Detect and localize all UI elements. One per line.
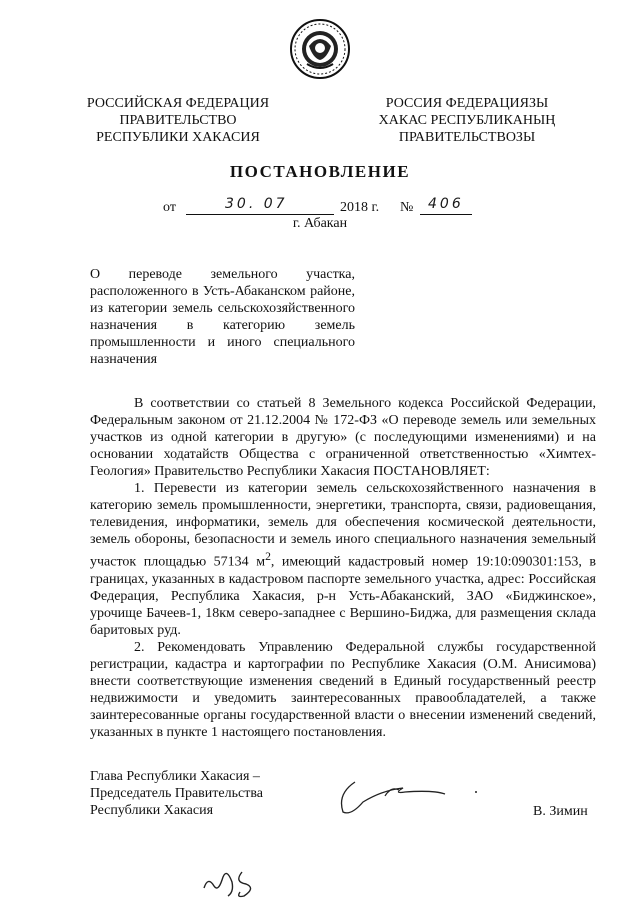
header-left [78,95,278,146]
body-paragraph: 2. Рекомендовать Управлению Федеральной службы государственной регистрации, кадастра и картографии по Республике Хакасия (О.М. Анисимова) внести соответствующие изменения сведений в Единый государственный реестр недвижимости и уведомить заинтересованных правообладателей, а также заинтересованные органы государственной власти о внесении изменений сведений, указанных в пункте 1 настоящего постановления. [90,639,596,740]
header-right-line: ПРАВИТЕЛЬСТВОЗЫ [398,130,536,145]
position-line: Председатель Правительства [90,786,263,801]
position-line: Глава Республики Хакасия – [90,769,260,784]
coat-of-arms-emblem [289,18,351,80]
header-left-line: РОССИЙСКАЯ ФЕДЕРАЦИЯ [86,96,270,111]
header-right-line: ХАКАС РЕСПУБЛИКАНЫҢ [378,113,556,128]
handwritten-number: 406 [428,196,464,212]
header-right [367,95,567,146]
document-subject: О переводе земельного участка, расположенного в Усть-Абаканском районе, из категории земель сельскохозяйственного назначения в категорию земель промышленности и иного специального назначения [90,267,355,367]
handwritten-signature [333,772,483,822]
header-left-line: РЕСПУБЛИКИ ХАКАСИЯ [96,130,260,145]
document-body [90,395,596,741]
body-paragraph: В соответствии со статьей 8 Земельного кодекса Российской Федерации, Федеральным законом от 21.12.2004 № 172-ФЗ «О переводе земель или земельных участков из одной категории в другую» (с последующими изменениями) и на основании ходатайств Общества с ограниченной ответственностью «Химтех-Геология» Правительство Республики Хакасия ПОСТАНОВЛЯЕТ: [90,396,596,479]
signatory-position [90,768,310,819]
paragraph-text: , имеющий кадастровый номер 19:10:090301:153, в границах, указанных в кадастровом паспорте земельного участка, адрес: Российская Федерация, Республика Хакасия, р-н Усть-Абаканский, ЗАО «Биджинское», урочище Бачеев-1, 18км северо-западнее с Вершино-Биджа, для размещения склада баритовых руд. [90,554,596,638]
city: г. Абакан [292,216,348,231]
date-prefix: от [163,200,176,215]
header-left-line: ПРАВИТЕЛЬСТВО [119,113,237,128]
header-right-line: РОССИЯ ФЕДЕРАЦИЯЗЫ [385,96,549,111]
number-sign: № [400,200,414,215]
document-title: ПОСТАНОВЛЕНИЕ [229,162,411,181]
date-year: 2018 г. [340,200,380,215]
paragraph-text: 1. Перевести из категории земель сельскохозяйственного назначения в категорию земель промышленности, энергетики, транспорта, связи, радиовещания, телевидения, информатики, земель для обеспечения космической деятельности, земель обороны, безопасности и земель иного специального назначения земельный участок площадью 57134 м [90,481,596,570]
body-paragraph [90,480,596,639]
position-line: Республики Хакасия [90,803,214,818]
signatory-name: В. Зимин [533,804,588,819]
superscript: 2 [265,550,271,563]
handwritten-date: 30. 07 [225,196,288,212]
handwritten-mark [198,862,278,902]
